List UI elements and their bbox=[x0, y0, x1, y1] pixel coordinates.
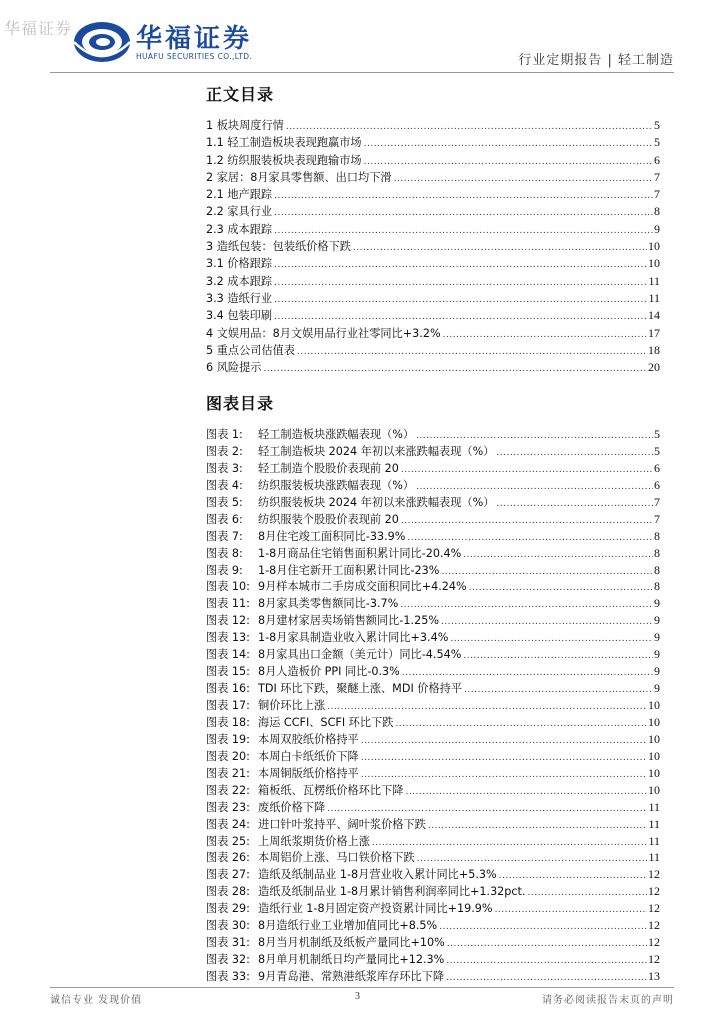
entry-text: 8月住宅竣工面积同比-33.9% bbox=[258, 529, 406, 543]
entry-page-number: 6 bbox=[654, 477, 660, 492]
entry-text: 本周铜版纸价格持平 bbox=[258, 766, 359, 780]
toc-entry[interactable] bbox=[206, 186, 660, 203]
entry-page-number: 20 bbox=[648, 360, 660, 375]
entry-page-number: 8 bbox=[654, 545, 660, 560]
entry-page-number: 9 bbox=[654, 613, 660, 628]
entry-page-number: 10 bbox=[648, 748, 660, 763]
toc-entry[interactable] bbox=[206, 359, 660, 376]
entry-text: 家具行业 bbox=[227, 205, 273, 219]
entry-label bbox=[206, 359, 263, 376]
entry-page-number: 14 bbox=[648, 308, 660, 323]
figure-entry[interactable] bbox=[206, 866, 660, 883]
figure-entry[interactable] bbox=[206, 646, 660, 663]
entry-text: 成本跟踪 bbox=[227, 274, 273, 288]
entry-text: 轻工制造板块涨跌幅表现（%） bbox=[258, 428, 415, 441]
entry-text: 8月人造板价 PPI 同比-0.3% bbox=[258, 665, 400, 679]
dot-leader bbox=[263, 361, 647, 378]
footer-divider bbox=[50, 987, 674, 988]
entry-text: 成本跟踪 bbox=[227, 222, 273, 236]
entry-text: 造纸及纸制品业 1-8月累计销售利润率同比+1.32pct. bbox=[258, 885, 526, 899]
entry-text: 1-8月家具制造业收入累计同比+3.4% bbox=[258, 631, 449, 645]
entry-page-number: 12 bbox=[648, 884, 660, 899]
entry-page-number: 11 bbox=[648, 850, 660, 865]
entry-label bbox=[206, 681, 464, 698]
entry-label bbox=[206, 203, 274, 220]
entry-label bbox=[206, 800, 327, 817]
logo-mark-icon bbox=[72, 20, 132, 64]
toc-entry[interactable] bbox=[206, 307, 660, 324]
entry-text: 轻工制造板块表现跑赢市场 bbox=[227, 136, 362, 150]
entry-text: 8月家具出口金额（美元计）同比-4.54% bbox=[258, 648, 462, 662]
entry-number: 图表 18: bbox=[206, 715, 250, 729]
entry-label bbox=[206, 613, 441, 630]
figure-entry[interactable] bbox=[206, 883, 660, 900]
entry-number: 图表 22: bbox=[206, 783, 250, 797]
entry-text: 造纸行业 bbox=[227, 291, 273, 305]
entry-text: 箱板纸、瓦楞纸价格环比下降 bbox=[258, 783, 404, 797]
entry-text: 纺织服装板块 2024 年初以来涨跌幅表现（%） bbox=[258, 495, 495, 509]
figure-entry[interactable] bbox=[206, 595, 660, 612]
figure-entry[interactable] bbox=[206, 833, 660, 850]
figure-entry[interactable] bbox=[206, 545, 660, 562]
entry-page-number: 9 bbox=[654, 630, 660, 645]
figure-entry[interactable] bbox=[206, 816, 660, 833]
entry-page-number: 6 bbox=[654, 152, 660, 167]
entry-page-number: 9 bbox=[654, 647, 660, 662]
figure-entry[interactable] bbox=[206, 748, 660, 765]
dot-leader bbox=[446, 970, 647, 987]
figure-entry[interactable] bbox=[206, 714, 660, 731]
entry-label bbox=[206, 427, 416, 444]
entry-text: 轻工制造个股股价表现前 20 bbox=[258, 461, 399, 475]
figure-entry[interactable] bbox=[206, 443, 660, 460]
entry-text: 进口针叶浆持平、阔叶浆价格下跌 bbox=[258, 817, 426, 831]
entry-label bbox=[206, 529, 407, 546]
entry-page-number: 10 bbox=[648, 698, 660, 712]
entry-label bbox=[206, 186, 274, 203]
toc-entry[interactable] bbox=[206, 221, 660, 238]
entry-page-number: 12 bbox=[648, 867, 660, 882]
entry-text: 文娱用品：8月文娱用品行业社零同比+3.2% bbox=[216, 326, 441, 340]
entry-label bbox=[206, 117, 286, 134]
footer-disclaimer: 请务必阅读报告末页的声明 bbox=[542, 995, 674, 1006]
entry-number: 2.3 bbox=[206, 222, 224, 236]
entry-text: 上周纸浆期货价格上涨 bbox=[258, 834, 370, 848]
figure-entry[interactable] bbox=[206, 731, 660, 748]
header-divider bbox=[50, 72, 674, 73]
figure-entry[interactable] bbox=[206, 934, 660, 951]
entry-text: 铜价环比上涨 bbox=[258, 699, 326, 712]
entry-page-number: 10 bbox=[648, 714, 660, 729]
figure-entry[interactable] bbox=[206, 562, 660, 579]
figure-entry[interactable] bbox=[206, 782, 660, 799]
entry-page-number: 8 bbox=[654, 204, 660, 219]
figures-title: 图表目录 bbox=[206, 394, 275, 413]
entry-page-number: 10 bbox=[648, 239, 660, 254]
entry-page-number: 11 bbox=[648, 799, 660, 814]
entry-text: 价格跟踪 bbox=[227, 257, 273, 271]
figure-entry[interactable] bbox=[206, 917, 660, 934]
entry-page-number: 7 bbox=[654, 494, 660, 509]
entry-text: 1-8月住宅新开工面积累计同比-23% bbox=[258, 563, 440, 577]
entry-label bbox=[206, 901, 495, 918]
entry-text: 地产跟踪 bbox=[227, 188, 273, 202]
entry-text: 本周白卡纸纸价下降 bbox=[258, 749, 359, 763]
figure-entry[interactable] bbox=[206, 765, 660, 782]
entry-number: 图表 6: bbox=[206, 512, 243, 526]
entry-label bbox=[206, 169, 394, 186]
entry-label bbox=[206, 444, 496, 461]
toc-entry[interactable] bbox=[206, 117, 660, 134]
entry-number: 图表 4: bbox=[206, 478, 243, 492]
entry-label bbox=[206, 563, 441, 580]
figure-entry[interactable] bbox=[206, 799, 660, 816]
logo-chinese-name: 华福证券 bbox=[136, 24, 253, 54]
entry-number: 图表 11: bbox=[206, 597, 250, 611]
entry-number: 1.2 bbox=[206, 153, 224, 167]
entry-label bbox=[206, 817, 428, 834]
entry-page-number: 18 bbox=[648, 342, 660, 357]
entry-page-number: 8 bbox=[654, 528, 660, 543]
figure-entry[interactable] bbox=[206, 849, 660, 866]
entry-text: 海运 CCFI、SCFI 环比下跌 bbox=[258, 715, 394, 729]
entry-label bbox=[206, 290, 274, 307]
entry-text: 造纸行业 1-8月固定资产投资累计同比+19.9% bbox=[258, 902, 493, 916]
entry-number: 图表 23: bbox=[206, 800, 250, 814]
entry-label bbox=[206, 867, 499, 884]
entry-text: 纺织服装板块表现跑输市场 bbox=[227, 153, 362, 167]
figures-list bbox=[206, 426, 660, 985]
entry-label bbox=[206, 152, 364, 169]
entry-label bbox=[206, 461, 401, 478]
entry-page-number: 7 bbox=[654, 187, 660, 202]
footer-slogan: 诚信专业 发现价值 bbox=[50, 995, 143, 1006]
entry-number: 2 bbox=[206, 170, 214, 184]
entry-number: 图表 9: bbox=[206, 563, 243, 577]
figure-entry[interactable] bbox=[206, 511, 660, 528]
toc-entry[interactable] bbox=[206, 238, 660, 255]
watermark-text: 华福证券 bbox=[4, 19, 73, 38]
company-logo bbox=[72, 18, 262, 66]
entry-text: 本周双胶纸价格持平 bbox=[258, 732, 359, 746]
entry-label bbox=[206, 546, 463, 563]
entry-number: 图表 5: bbox=[206, 495, 243, 509]
entry-page-number: 11 bbox=[648, 290, 660, 305]
entry-page-number: 10 bbox=[648, 731, 660, 746]
entry-page-number: 5 bbox=[654, 443, 660, 458]
entry-label bbox=[206, 647, 463, 664]
entry-label bbox=[206, 325, 443, 342]
entry-text: 8月当月机制纸及纸板产量同比+10% bbox=[258, 936, 445, 950]
entry-page-number: 11 bbox=[648, 816, 660, 831]
entry-label bbox=[206, 884, 528, 901]
entry-number: 图表 21: bbox=[206, 766, 250, 780]
entry-page-number: 12 bbox=[648, 935, 660, 950]
entry-number: 图表 32: bbox=[206, 953, 250, 967]
entry-number: 图表 20: bbox=[206, 749, 250, 763]
figure-entry[interactable] bbox=[206, 680, 660, 697]
entry-page-number: 5 bbox=[654, 118, 660, 132]
figure-entry[interactable] bbox=[206, 426, 660, 443]
entry-number: 图表 28: bbox=[206, 885, 250, 899]
entry-label bbox=[206, 698, 327, 715]
entry-number: 图表 15: bbox=[206, 665, 250, 679]
entry-page-number: 12 bbox=[648, 918, 660, 933]
entry-number: 图表 1: bbox=[206, 428, 243, 441]
entry-number: 1.1 bbox=[206, 136, 224, 150]
entry-page-number: 7 bbox=[654, 511, 660, 526]
entry-text: TDI 环比下跌，聚醚上涨、MDI 价格持平 bbox=[258, 682, 463, 696]
entry-text: 风险提示 bbox=[216, 361, 262, 375]
entry-label bbox=[206, 969, 446, 986]
entry-number: 图表 29: bbox=[206, 902, 250, 916]
entry-label bbox=[206, 579, 469, 596]
toc-entry[interactable] bbox=[206, 325, 660, 342]
entry-label bbox=[206, 134, 364, 151]
entry-number: 图表 13: bbox=[206, 631, 250, 645]
entry-label bbox=[206, 732, 361, 749]
report-type: 行业定期报告 | 轻工制造 bbox=[518, 53, 674, 68]
entry-page-number: 7 bbox=[654, 169, 660, 184]
toc-list bbox=[206, 117, 660, 376]
entry-number: 3.2 bbox=[206, 274, 224, 288]
figure-entry[interactable] bbox=[206, 663, 660, 680]
toc-entry[interactable] bbox=[206, 255, 660, 272]
entry-number: 图表 3: bbox=[206, 461, 243, 475]
entry-label bbox=[206, 918, 439, 935]
entry-number: 图表 10: bbox=[206, 580, 250, 594]
entry-label bbox=[206, 495, 496, 512]
entry-number: 图表 14: bbox=[206, 648, 250, 662]
entry-number: 图表 8: bbox=[206, 546, 243, 560]
entry-page-number: 9 bbox=[654, 596, 660, 611]
entry-number: 图表 24: bbox=[206, 817, 250, 831]
entry-label bbox=[206, 342, 297, 359]
figure-entry[interactable] bbox=[206, 477, 660, 494]
entry-page-number: 11 bbox=[648, 273, 660, 288]
entry-text: 轻工制造板块 2024 年初以来涨跌幅表现（%） bbox=[258, 444, 495, 458]
entry-number: 图表 12: bbox=[206, 614, 250, 628]
entry-label bbox=[206, 935, 447, 952]
entry-label bbox=[206, 478, 416, 495]
entry-text: 板块周度行情 bbox=[216, 119, 284, 132]
toc-entry[interactable] bbox=[206, 290, 660, 307]
entry-page-number: 12 bbox=[648, 952, 660, 967]
entry-page-number: 5 bbox=[654, 135, 660, 150]
toc-entry[interactable] bbox=[206, 134, 660, 151]
entry-page-number: 10 bbox=[648, 782, 660, 797]
entry-label bbox=[206, 221, 274, 238]
page-number: 3 bbox=[355, 991, 360, 1002]
entry-text: 8月家具类零售额同比-3.7% bbox=[258, 597, 399, 611]
entry-page-number: 5 bbox=[654, 427, 660, 441]
entry-text: 8月建材家居卖场销售额同比-1.25% bbox=[258, 614, 439, 628]
figure-entry[interactable] bbox=[206, 494, 660, 511]
entry-label bbox=[206, 952, 446, 969]
entry-text: 家居：8月家具零售额、出口均下滑 bbox=[216, 170, 392, 184]
entry-text: 8月单月机制纸日均产量同比+12.3% bbox=[258, 953, 445, 967]
entry-text: 1-8月商品住宅销售面积累计同比-20.4% bbox=[258, 546, 462, 560]
entry-page-number: 8 bbox=[654, 579, 660, 594]
entry-number: 图表 30: bbox=[206, 919, 250, 933]
entry-number: 图表 19: bbox=[206, 732, 250, 746]
entry-page-number: 11 bbox=[648, 833, 660, 848]
entry-text: 重点公司估值表 bbox=[216, 343, 296, 357]
entry-number: 图表 17: bbox=[206, 699, 250, 712]
entry-page-number: 9 bbox=[654, 221, 660, 236]
toc-entry[interactable] bbox=[206, 152, 660, 169]
entry-page-number: 10 bbox=[648, 765, 660, 780]
entry-page-number: 10 bbox=[648, 256, 660, 271]
entry-number: 图表 2: bbox=[206, 444, 243, 458]
entry-number: 1 bbox=[206, 119, 214, 132]
entry-text: 纺织服装个股股价表现前 20 bbox=[258, 512, 399, 526]
entry-number: 5 bbox=[206, 343, 214, 357]
entry-text: 造纸包装：包装纸价格下跌 bbox=[216, 240, 351, 254]
entry-text: 造纸及纸制品业 1-8月营业收入累计同比+5.3% bbox=[258, 868, 497, 882]
entry-page-number: 13 bbox=[648, 969, 660, 983]
toc-entry[interactable] bbox=[206, 169, 660, 186]
entry-label bbox=[206, 512, 401, 529]
figure-entry[interactable] bbox=[206, 612, 660, 629]
figure-entry[interactable] bbox=[206, 968, 660, 985]
entry-page-number: 8 bbox=[654, 562, 660, 577]
entry-number: 3 bbox=[206, 240, 214, 254]
entry-number: 3.3 bbox=[206, 291, 224, 305]
toc-entry[interactable] bbox=[206, 273, 660, 290]
entry-page-number: 6 bbox=[654, 460, 660, 475]
toc-title: 正文目录 bbox=[206, 85, 275, 104]
entry-number: 图表 26: bbox=[206, 851, 250, 865]
entry-text: 9月青岛港、常熟港纸浆库存环比下降 bbox=[258, 970, 445, 983]
entry-number: 图表 27: bbox=[206, 868, 250, 882]
figure-entry[interactable] bbox=[206, 460, 660, 477]
entry-text: 本周铝价上涨、马口铁价格下跌 bbox=[258, 851, 415, 865]
figure-entry[interactable] bbox=[206, 697, 660, 714]
entry-label bbox=[206, 766, 361, 783]
entry-text: 9月样本城市二手房成交面积同比+4.24% bbox=[258, 580, 467, 594]
entry-label bbox=[206, 834, 372, 851]
entry-label bbox=[206, 664, 402, 681]
entry-number: 3.1 bbox=[206, 257, 224, 271]
toc-entry[interactable] bbox=[206, 203, 660, 220]
entry-label bbox=[206, 273, 274, 290]
entry-text: 废纸价格下降 bbox=[258, 800, 326, 814]
figure-entry[interactable] bbox=[206, 578, 660, 595]
figure-entry[interactable] bbox=[206, 900, 660, 917]
entry-number: 2.2 bbox=[206, 205, 224, 219]
logo-english-name: HUAFU SECURITIES CO.,LTD. bbox=[136, 52, 253, 61]
entry-number: 图表 31: bbox=[206, 936, 250, 950]
figure-entry[interactable] bbox=[206, 951, 660, 968]
figure-entry[interactable] bbox=[206, 528, 660, 545]
entry-number: 图表 33: bbox=[206, 970, 250, 983]
entry-page-number: 9 bbox=[654, 664, 660, 679]
entry-number: 图表 7: bbox=[206, 529, 243, 543]
entry-text: 纺织服装板块涨跌幅表现（%） bbox=[258, 478, 415, 492]
entry-page-number: 12 bbox=[648, 901, 660, 916]
entry-label bbox=[206, 238, 353, 255]
entry-page-number: 9 bbox=[654, 681, 660, 696]
entry-label bbox=[206, 307, 274, 324]
entry-number: 图表 25: bbox=[206, 834, 250, 848]
figure-entry[interactable] bbox=[206, 629, 660, 646]
entry-label bbox=[206, 749, 361, 766]
entry-label bbox=[206, 255, 274, 272]
entry-label bbox=[206, 715, 395, 732]
entry-text: 包装印刷 bbox=[227, 309, 273, 323]
entry-label bbox=[206, 850, 417, 867]
toc-entry[interactable] bbox=[206, 342, 660, 359]
entry-text: 8月造纸行业工业增加值同比+8.5% bbox=[258, 919, 438, 933]
entry-number: 2.1 bbox=[206, 188, 224, 202]
entry-number: 3.4 bbox=[206, 309, 224, 323]
entry-label bbox=[206, 596, 400, 613]
entry-page-number: 17 bbox=[648, 325, 660, 340]
entry-label bbox=[206, 630, 450, 647]
entry-label bbox=[206, 783, 405, 800]
entry-number: 图表 16: bbox=[206, 682, 250, 696]
entry-number: 6 bbox=[206, 361, 214, 375]
entry-number: 4 bbox=[206, 326, 214, 340]
